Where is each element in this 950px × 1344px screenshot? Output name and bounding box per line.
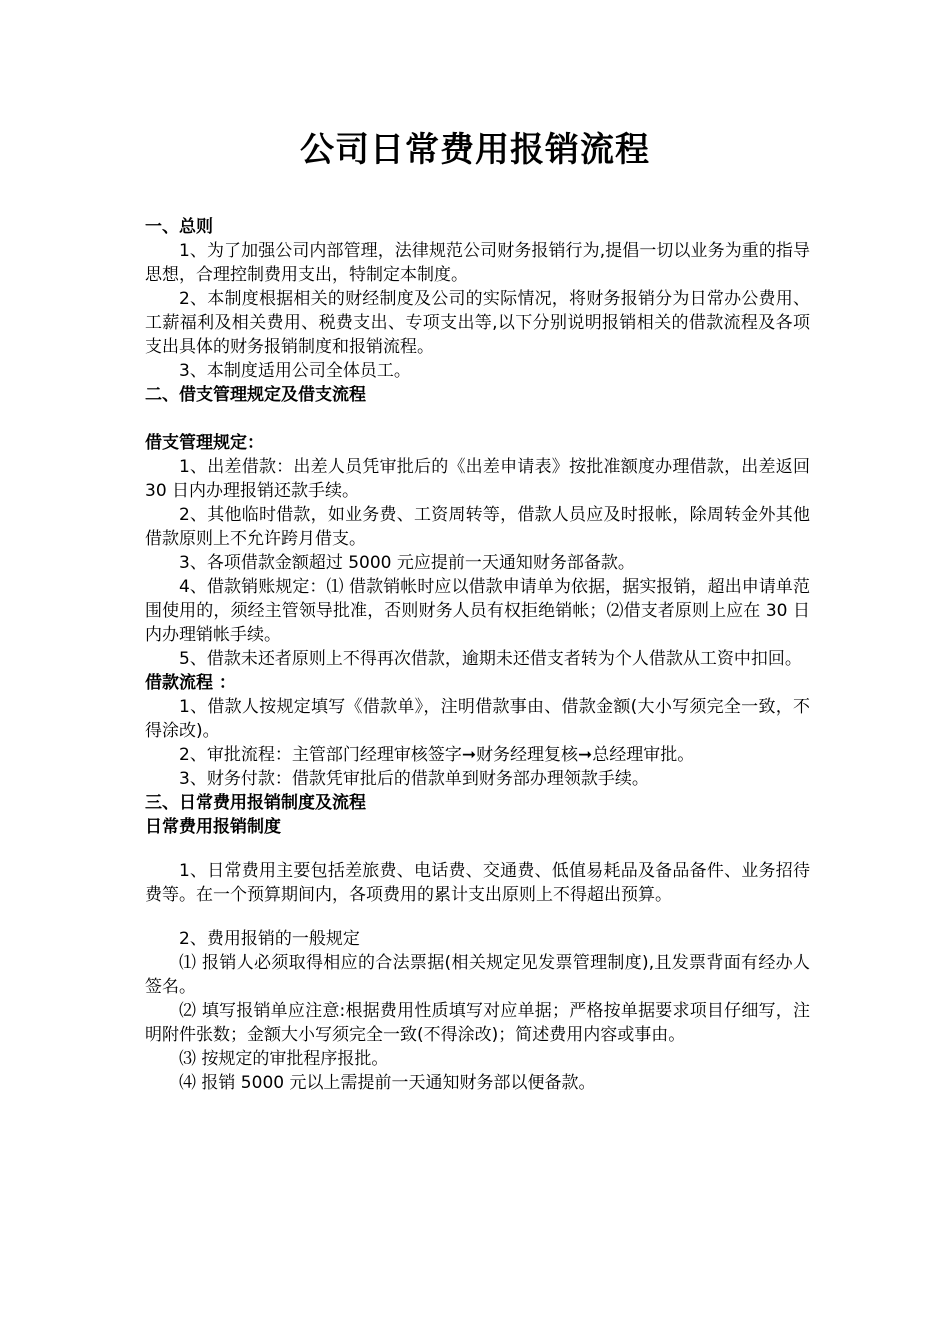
section-heading-general: 一、总则 [145, 217, 213, 237]
daily-paragraph-2: 2、费用报销的一般规定 [179, 929, 360, 949]
daily-item-4: ⑷ 报销 5000 元以上需提前一天通知财务部以便备款。 [179, 1073, 596, 1093]
loan-rule-2: 2、其他临时借款，如业务费、工资周转等，借款人员应及时报帐，除周转金外其他借款原则上不允许跨月借支。 [145, 505, 810, 549]
general-paragraph-2: 2、本制度根据相关的财经制度及公司的实际情况，将财务报销分为日常办公费用、工薪福利及相关费用、税费支出、专项支出等,以下分别说明报销相关的借款流程及各项支出具体的财务报销制度和报销流程。 [145, 289, 810, 357]
document-body [145, 215, 810, 1095]
page-title: 公司日常费用报销流程 [300, 130, 650, 170]
daily-sub-heading: 日常费用报销制度 [145, 817, 281, 837]
general-paragraph-1: 1、为了加强公司内部管理，法律规范公司财务报销行为,提倡一切以业务为重的指导思想，合理控制费用支出，特制定本制度。 [145, 241, 810, 285]
loan-rule-1: 1、出差借款：出差人员凭审批后的《出差申请表》按批准额度办理借款，出差返回 30 日内办理报销还款手续。 [145, 457, 810, 501]
daily-paragraph-1: 1、日常费用主要包括差旅费、电话费、交通费、低值易耗品及备品备件、业务招待费等。在一个预算期间内，各项费用的累计支出原则上不得超出预算。 [145, 861, 810, 905]
section-heading-loan: 二、借支管理规定及借支流程 [145, 385, 366, 405]
loan-flow-3: 3、财务付款：借款凭审批后的借款单到财务部办理领款手续。 [179, 769, 649, 789]
loan-rule-3: 3、各项借款金额超过 5000 元应提前一天通知财务部备款。 [179, 553, 635, 573]
loan-rules-heading: 借支管理规定： [145, 433, 264, 453]
loan-flow-2: 2、审批流程：主管部门经理审核签字➞财务经理复核➞总经理审批。 [179, 745, 695, 765]
general-paragraph-3: 3、本制度适用公司全体员工。 [179, 361, 411, 381]
loan-rule-4: 4、借款销账规定：⑴ 借款销帐时应以借款申请单为依据，据实报销，超出申请单范围使用的，须经主管领导批准，否则财务人员有权拒绝销帐；⑵借支者原则上应在 30 日内办理销帐手续。 [145, 577, 810, 645]
daily-item-2: ⑵ 填写报销单应注意:根据费用性质填写对应单据；严格按单据要求项目仔细写，注明附件张数；金额大小写须完全一致(不得涂改)；简述费用内容或事由。 [145, 1001, 810, 1045]
loan-flow-heading: 借款流程 ： [145, 673, 236, 693]
loan-rule-5: 5、借款未还者原则上不得再次借款，逾期未还借支者转为个人借款从工资中扣回。 [179, 649, 802, 669]
loan-flow-1: 1、借款人按规定填写《借款单》，注明借款事由、借款金额(大小写须完全一致，不得涂改)。 [145, 697, 810, 741]
daily-item-1: ⑴ 报销人必须取得相应的合法票据(相关规定见发票管理制度),且发票背面有经办人签名。 [145, 953, 810, 997]
section-heading-daily: 三、日常费用报销制度及流程 [145, 793, 366, 813]
daily-item-3: ⑶ 按规定的审批程序报批。 [179, 1049, 389, 1069]
